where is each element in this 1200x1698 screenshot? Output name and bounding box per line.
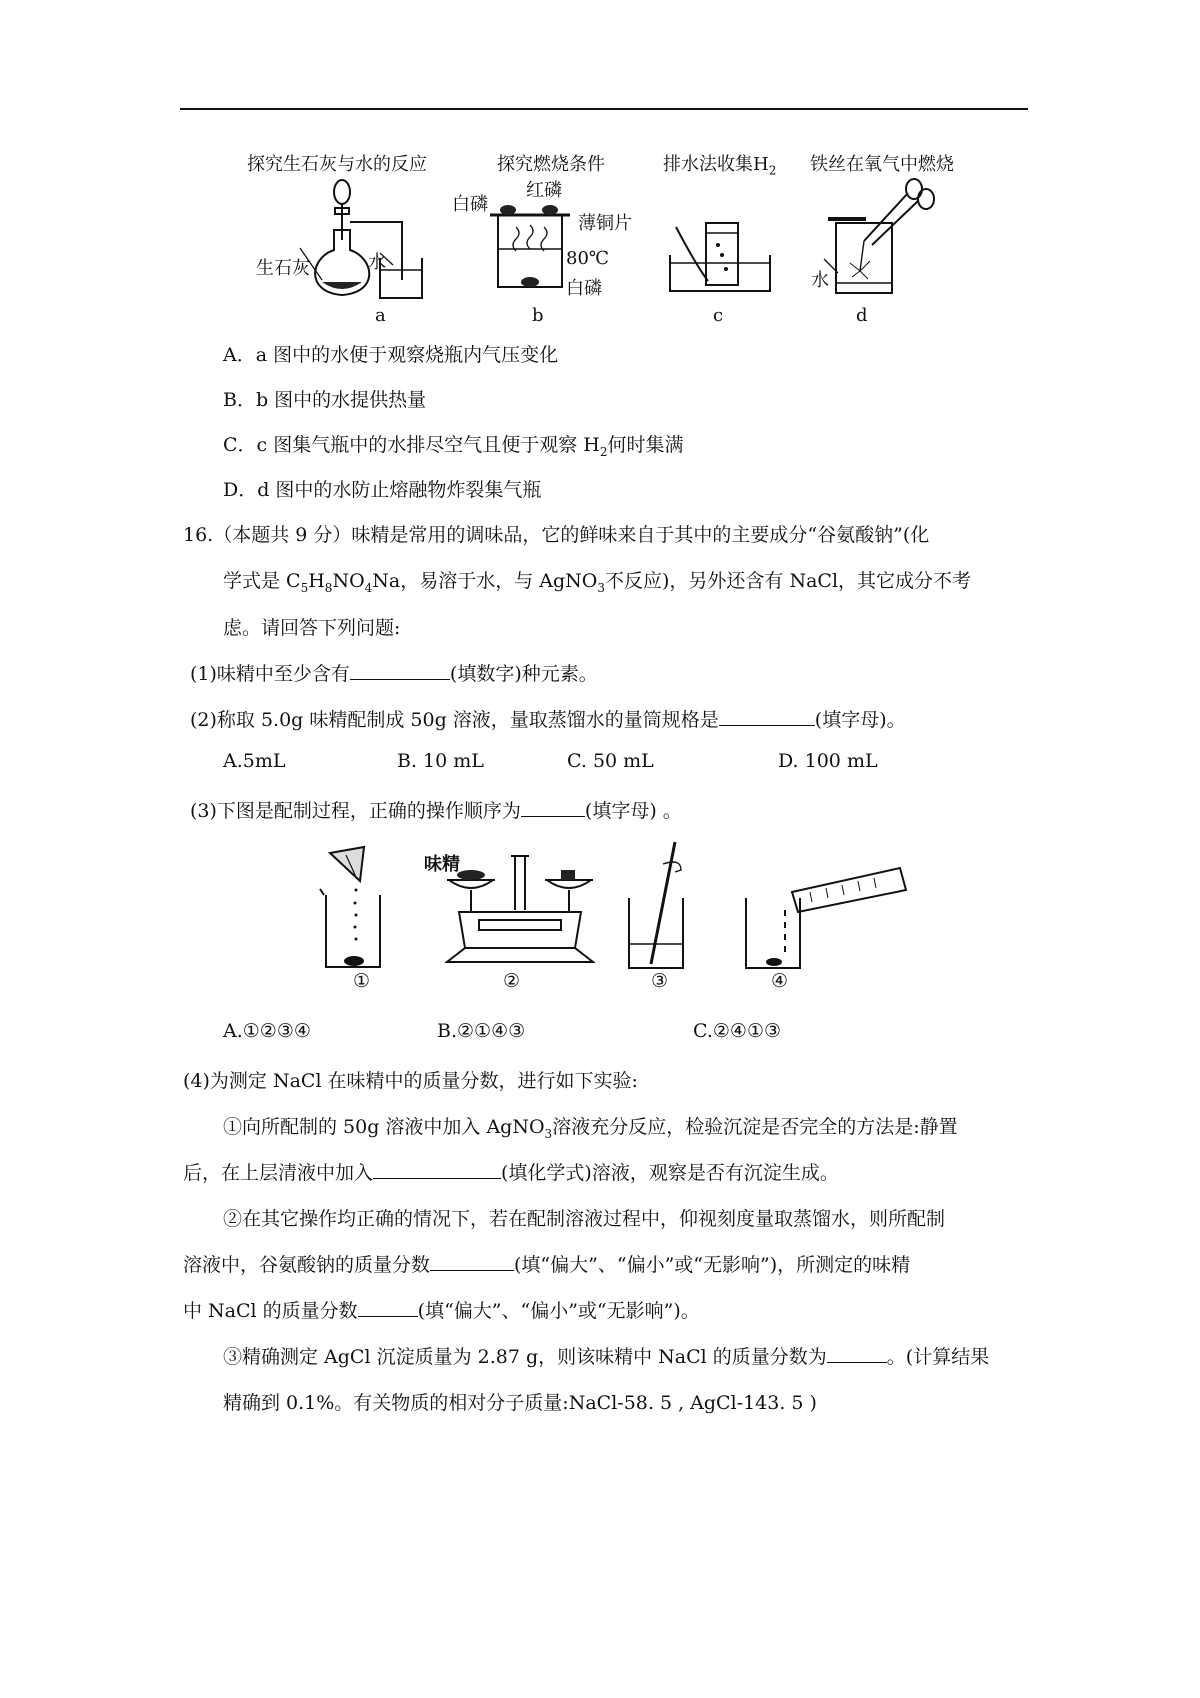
q16-part2-blank[interactable] — [719, 706, 815, 726]
fig-b-letter: b — [532, 305, 544, 326]
fig-b-label-baili-bottom: 白磷 — [566, 278, 602, 299]
q16-part3-option-a: A.①②③④ — [223, 1020, 311, 1042]
q16-stem-line3: 虑。请回答下列问题: — [223, 617, 401, 639]
q16-part3-option-c: C.②④①③ — [693, 1020, 782, 1042]
fig-b-label-baili-top: 白磷 — [452, 194, 488, 215]
fig-d-label-shui: 水 — [811, 270, 829, 291]
fig2-step3-stir — [623, 840, 703, 970]
q16-part4-sub3-line1: ③精确测定 AgCl 沉淀质量为 2.87 g，则该味精中 NaCl 的质量分数为 。(计算结果 — [223, 1342, 989, 1369]
fig-c-apparatus — [666, 205, 776, 295]
fig-a-label-shihui: 生石灰 — [256, 258, 310, 279]
fig2-step2-balance — [445, 850, 595, 970]
q15-option-a: A．a 图中的水便于观察烧瓶内气压变化 — [223, 344, 559, 366]
q16-part4-sub2-blank2[interactable] — [358, 1297, 418, 1317]
fig-b-label-temp: 80℃ — [566, 248, 610, 269]
fig-c-title: 排水法收集$H_2$ — [663, 154, 777, 178]
q16-part4-sub3-blank[interactable] — [827, 1343, 887, 1363]
q16-part2-option-a: A.5mL — [223, 750, 286, 772]
q16-part4-sub2-blank1[interactable] — [430, 1251, 514, 1271]
q16-part4-sub2-line1: ②在其它操作均正确的情况下，若在配制溶液过程中，仰视刻度量取蒸馏水，则所配制 — [223, 1208, 946, 1230]
q16-part4-sub2-line2: 溶液中，谷氨酸钠的质量分数 (填“偏大”、“偏小”或“无影响”)，所测定的味精 — [183, 1250, 910, 1277]
q15-option-c: C．c 图集气瓶中的水排尽空气且便于观察 $H_2$何时集满 — [223, 434, 684, 459]
fig-b-title: 探究燃烧条件 — [497, 154, 605, 175]
fig2-num-3: ③ — [651, 970, 669, 992]
q16-part1-blank[interactable] — [350, 660, 450, 680]
q16-part4-sub1-blank[interactable] — [373, 1159, 501, 1179]
q15-option-b: B．b 图中的水提供热量 — [223, 389, 427, 411]
q16-part2-option-b: B. 10 mL — [397, 750, 484, 772]
q16-part2-option-d: D. 100 mL — [778, 750, 878, 772]
q16-stem-line1: 16.（本题共 9 分）味精是常用的调味品，它的鲜味来自于其中的主要成分“谷氨酸钠”(化 — [183, 524, 930, 546]
fig-d-letter: d — [856, 305, 868, 326]
q16-part3-blank[interactable] — [521, 797, 585, 817]
q16-part2: (2)称取 5.0g 味精配制成 50g 溶液，量取蒸馏水的量筒规格是 (填字母)。 — [190, 705, 906, 732]
fig2-num-4: ④ — [771, 970, 789, 992]
q16-part4-sub1-line2: 后，在上层清液中加入 (填化学式)溶液，观察是否有沉淀生成。 — [183, 1158, 839, 1185]
fig-a-title: 探究生石灰与水的反应 — [247, 154, 427, 175]
q16-part1: (1)味精中至少含有 (填数字)种元素。 — [190, 659, 598, 686]
fig2-label-weijing: 味精 — [424, 854, 460, 875]
q16-part4-intro: (4)为测定 NaCl 在味精中的质量分数，进行如下实验: — [183, 1070, 638, 1092]
q16-stem-line2: 学式是 $C_5H_8NO_4Na$，易溶于水，与 AgNO$_3$不反应)，另外还含有 NaCl，其它成分不考 — [223, 570, 972, 595]
fig-b-label-hongli: 红磷 — [526, 180, 562, 201]
fig2-num-1: ① — [353, 970, 371, 992]
fig-c-letter: c — [713, 305, 724, 326]
fig-a-letter: a — [375, 305, 386, 326]
q16-part3: (3)下图是配制过程，正确的操作顺序为 (填字母) 。 — [190, 796, 682, 823]
fig2-step4-pour-water — [740, 840, 910, 970]
fig2-num-2: ② — [503, 970, 521, 992]
q15-option-d: D．d 图中的水防止熔融物炸裂集气瓶 — [223, 479, 542, 501]
fig-a-apparatus — [250, 170, 440, 305]
fig-b-label-tongpian: 薄铜片 — [578, 213, 632, 234]
fig-a-label-shui: 水 — [368, 252, 386, 273]
q16-part3-option-b: B.②①④③ — [437, 1020, 526, 1042]
fig2-step1-pour — [320, 845, 400, 970]
q16-part2-option-c: C. 50 mL — [567, 750, 654, 772]
fig-d-title: 铁丝在氧气中燃烧 — [810, 154, 954, 175]
header-rule — [180, 108, 1028, 110]
q16-part4-sub3-line2: 精确到 0.1%。有关物质的相对分子质量:NaCl-58. 5 , AgCl-143. 5 ) — [223, 1392, 817, 1414]
q16-part4-sub2-line3: 中 NaCl 的质量分数 (填“偏大”、“偏小”或“无影响”)。 — [183, 1296, 700, 1323]
q16-part4-sub1-line1: ①向所配制的 50g 溶液中加入 AgNO$_3$溶液充分反应，检验沉淀是否完全的方法是:静置 — [223, 1116, 958, 1141]
